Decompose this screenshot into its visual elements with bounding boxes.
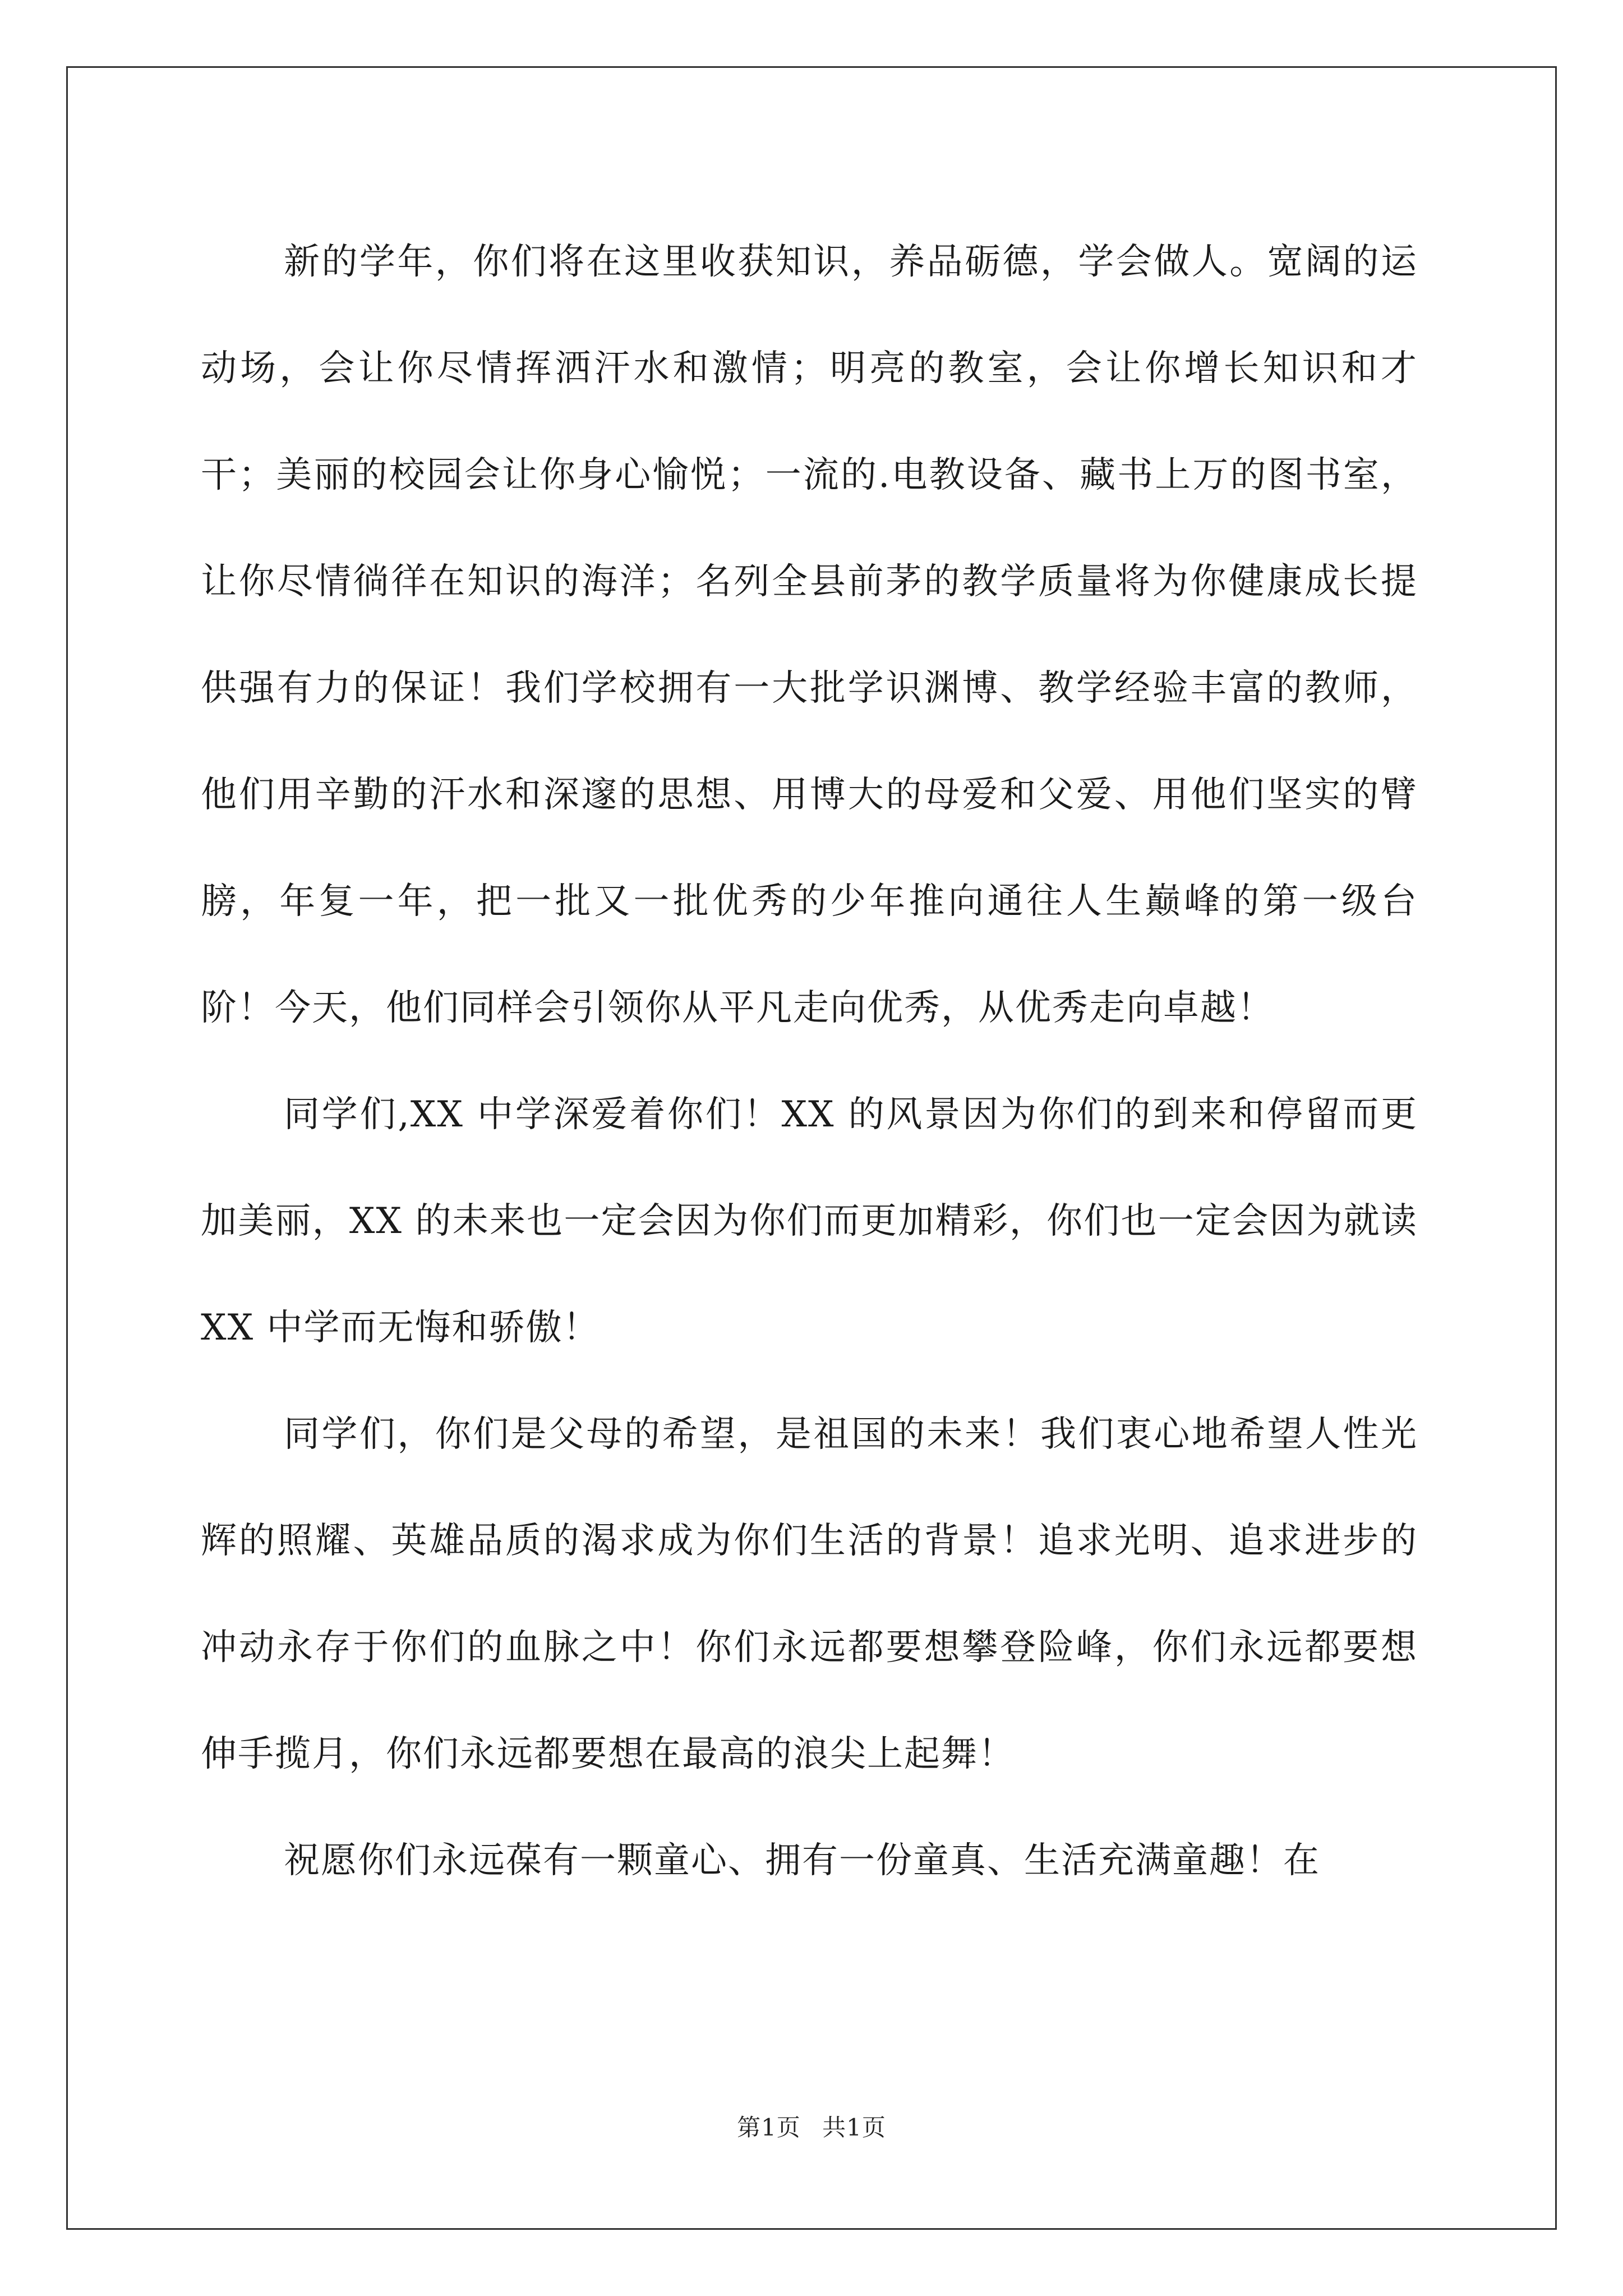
paragraph: 同学们，你们是父母的希望，是祖国的未来！我们衷心地希望人性光辉的照耀、英雄品质的渴求成为你们生活的背景！追求光明、追求进步的冲动永存于你们的血脉之中！你们永远都要想攀登险峰，你们永远都要想伸手揽月，你们永远都要想在最高的浪尖上起舞！ — [201, 1414, 1418, 1775]
document-body — [201, 209, 1418, 1914]
paragraph: 祝愿你们永远葆有一颗童心、拥有一份童真、生活充满童趣！在 — [284, 1840, 1320, 1881]
page-total: 共1页 — [822, 2114, 886, 2141]
page-number: 第1页 — [737, 2114, 801, 2141]
page-footer — [0, 2109, 1623, 2143]
paragraph: 同学们,XX 中学深爱着你们！XX 的风景因为你们的到来和停留而更加美丽，XX 的未来也一定会因为你们而更加精彩，你们也一定会因为就读 XX 中学而无悔和骄傲！ — [201, 1094, 1418, 1349]
paragraph: 新的学年，你们将在这里收获知识，养品砺德，学会做人。宽阔的运动场，会让你尽情挥洒汗水和激情；明亮的教室，会让你增长知识和才干；美丽的校园会让你身心愉悦；一流的.电教设备、藏书上万的图书室，让你尽情徜徉在知识的海洋；名列全县前茅的教学质量将为你健康成长提供强有力的保证！我们学校拥有一大批学识渊博、教学经验丰富的教师，他们用辛勤的汗水和深邃的思想、用博大的母爱和父爱、用他们坚实的臂膀，年复一年，把一批又一批优秀的少年推向通往人生巅峰的第一级台阶！今天，他们同样会引领你从平凡走向优秀，从优秀走向卓越！ — [201, 241, 1418, 1029]
